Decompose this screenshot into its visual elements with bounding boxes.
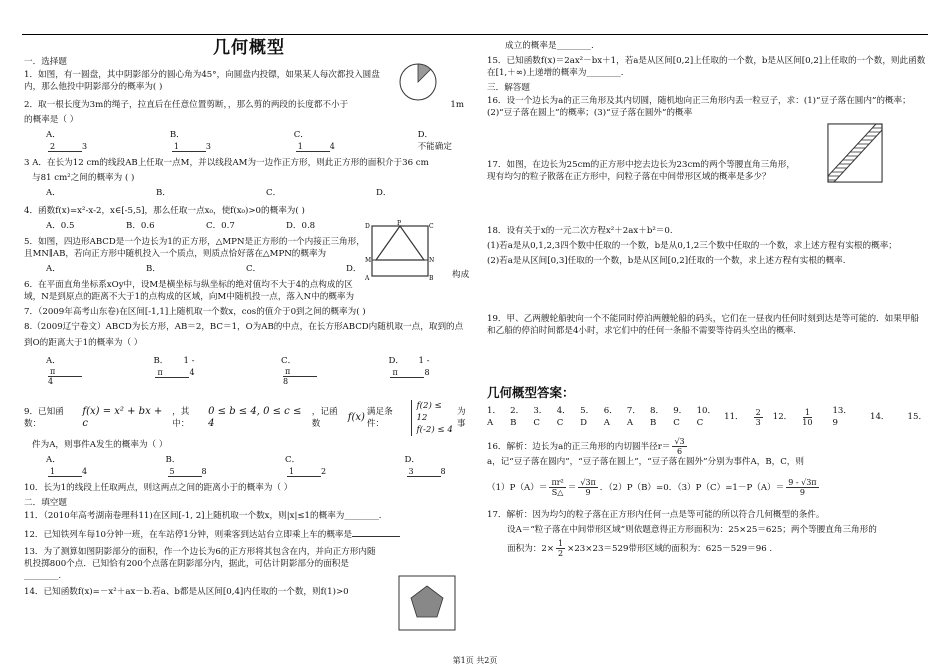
question-3-tail: 与81 cm²之间的概率为 ( ) xyxy=(32,173,135,183)
question-18-part1: (1)若a是从0,1,2,3四个数中任取的一个数，b是从0,1,2三个数中任取的一个数，求上述方程有实根的概率； xyxy=(487,241,897,251)
answer-list xyxy=(487,405,927,429)
option: D． xyxy=(376,188,392,198)
numerator: 1 xyxy=(296,142,330,152)
answer-item: 7．A xyxy=(626,406,641,428)
right-column xyxy=(487,40,927,561)
label-C: C xyxy=(429,223,434,230)
label-P: P xyxy=(397,220,402,227)
denominator: 9 xyxy=(799,488,805,497)
question-9-fx: f(x) xyxy=(347,412,365,423)
question-19: 19．甲、乙两艘轮船驶向一个不能同时停泊两艘轮船的码头，它们在一昼夜内任何时刻到达是等可能的．如果甲船和乙船的停泊时间都是4小时，求它们中的任何一条船不需要等待码头空出的概率. xyxy=(487,314,920,336)
label-N: N xyxy=(429,257,435,264)
option-letter: A． xyxy=(46,455,61,465)
answer-item: 1．A xyxy=(487,406,502,428)
fraction xyxy=(786,478,818,497)
numerator: πr² xyxy=(551,478,564,487)
option: B．0.6 xyxy=(126,221,155,231)
answers-title: 几何概型答案： xyxy=(487,385,575,400)
solution-17-area: 设A＝“粒子落在中间带形区域”则依题意得正方形面积为：25×25＝625；两个等腰直角三角形的 xyxy=(507,525,877,535)
question-9-options xyxy=(24,454,474,478)
question-14-tail: 成立的概率是________. xyxy=(505,41,594,51)
question-5: 5．如图，四边形ABCD是一个边长为1的正方形，△MPN是正方形的一个内接正三角形，且MN∥AB，若向正方形中随机投入一个质点，则质点恰好落在△MPN的概率为 xyxy=(24,237,365,259)
question-6-side: 构成 xyxy=(452,270,470,280)
solution-17: 17．解析：因为均匀的粒子落在正方形内任何一点是等可能的所以符合几何概型的条件。 xyxy=(487,510,825,520)
answer-item: 4．C xyxy=(556,406,571,428)
option xyxy=(281,355,346,386)
condition-2: f(-2) ≤ 4 xyxy=(416,425,453,435)
numerator: 3 xyxy=(407,467,441,477)
label-A: A xyxy=(365,275,370,282)
solution-16 xyxy=(487,437,927,468)
numerator: 1 xyxy=(287,467,321,477)
fraction xyxy=(296,142,360,152)
question-8-options xyxy=(24,355,474,386)
numerator: 9 - √3π xyxy=(788,478,817,487)
denominator: 4 xyxy=(82,466,88,476)
header-rule xyxy=(22,34,928,35)
fraction xyxy=(48,467,112,477)
option: C． xyxy=(266,188,282,198)
question-3-options xyxy=(24,187,474,199)
question-18-part2: (2)若a是从区间[0,3]任取的一个数，b是从区间[0,2]任取的一个数，求上述方程有实根的概率. xyxy=(487,256,846,266)
option: C． xyxy=(246,264,262,274)
question-2-unit: 1m xyxy=(450,100,464,110)
option xyxy=(294,129,380,153)
denominator: 6 xyxy=(677,447,683,456)
solution-16-text: 16．解析：边长为a的正三角形的内切圆半径r＝ xyxy=(487,441,671,452)
option xyxy=(418,129,474,153)
label-M: M xyxy=(365,257,372,264)
answer-item: 8．B xyxy=(649,406,665,428)
question-12-text: 12．已知铁列车每10分钟一班，在车站停1分钟，则乘客到达站台立即乘上车的概率是 xyxy=(24,530,353,540)
section-choice-heading: 一．选择题 xyxy=(24,57,67,67)
question-8-tail: 到O的距离大于1的概率为（ ） xyxy=(24,338,143,348)
question-18: 18．设有关于x的一元二次方程x²＋2ax＋b²＝0. xyxy=(487,226,673,236)
question-10: 10．长为1的线段上任取两点，则这两点之间的距离小于的概率为（ ） xyxy=(24,483,293,493)
label-B: B xyxy=(429,275,434,282)
question-9-conditions xyxy=(411,400,455,436)
option: C．0.7 xyxy=(206,221,235,231)
option-letter: D． xyxy=(404,455,420,465)
answer-item: 5．D xyxy=(580,406,595,428)
option-letter: A． xyxy=(46,130,61,140)
answer-blank xyxy=(352,527,400,537)
fraction xyxy=(283,367,344,386)
pentagon-figure xyxy=(398,575,456,631)
question-9-text: 9．已知函数： xyxy=(24,407,64,429)
answer-item: 15． xyxy=(907,412,928,422)
denominator: S△ xyxy=(551,488,564,497)
section-fill-heading: 二．填空题 xyxy=(24,498,67,508)
page-footer: 第1页 共2页 xyxy=(452,656,498,665)
option-letter: B． xyxy=(169,130,185,140)
question-9 xyxy=(24,400,474,436)
solution-17-lead: 面积为：2× xyxy=(507,543,555,554)
option-letter: B． xyxy=(165,455,181,465)
answer-item: 14． xyxy=(869,412,890,422)
answer-item: 12． xyxy=(772,412,793,422)
numerator: π xyxy=(390,368,424,378)
pa-label: （1）P（A）＝ xyxy=(487,482,548,493)
section-solve-heading: 三．解答题 xyxy=(487,83,530,93)
question-2-tail: 的概率是（ ） xyxy=(24,115,79,125)
left-column xyxy=(24,40,474,601)
hatched-square-figure xyxy=(826,122,884,184)
question-15: 15．已知函数f(x)＝2ax²－bx＋1，若a是从区间[0,2]上任取的一个数，b是从区间[0,2]上任取的一个数，则此函数在[1,＋∞)上递增的概率为________. xyxy=(487,56,926,78)
disc-figure xyxy=(398,62,438,102)
denominator: 9 xyxy=(585,488,591,497)
question-16: 16．设一个边长为a的正三角形及其内切圆，随机地向正三角形内丢一粒豆子，求：(1)“豆子落在圆内”的概率；(2)“豆子落在圆上”的概率；(3)“豆子落在圆外”的概率 xyxy=(487,96,911,118)
question-9-tail: 件为A，则事件A发生的概率为（ ） xyxy=(32,440,168,450)
option-letter: D． xyxy=(417,130,434,140)
fraction xyxy=(549,478,565,497)
numerator: 1 xyxy=(48,467,82,477)
denominator: 8 xyxy=(424,367,430,377)
fraction xyxy=(578,478,597,497)
denominator: 2 xyxy=(558,549,564,558)
numerator: √3 xyxy=(674,437,685,446)
question-9-condition-label: 满足条件： xyxy=(366,407,393,429)
option: A．0.5 xyxy=(46,221,75,231)
option xyxy=(166,454,236,478)
fraction xyxy=(48,142,112,152)
answer-item: 2．B xyxy=(510,406,525,428)
fraction xyxy=(48,367,109,386)
numerator: 5 xyxy=(168,467,202,477)
option: A． xyxy=(46,188,61,198)
fraction xyxy=(155,368,219,378)
answer-item: 9．C xyxy=(673,406,688,428)
numerator: π xyxy=(155,368,189,378)
question-11: 11．（2010年高考湖南卷理科11)在区间[-1, 2]上随机取一个数x，则|x|≤1的概率为________. xyxy=(24,511,382,521)
denominator: 3 xyxy=(205,141,211,151)
option-prefix: 1 - xyxy=(418,356,430,366)
answer-item: 3．C xyxy=(533,406,548,428)
question-9-note: ，记函数 xyxy=(311,407,338,429)
condition-1: f(2) ≤ 12 xyxy=(416,401,442,423)
question-9-range: 0 ≤ b ≤ 4, 0 ≤ c ≤ 4 xyxy=(208,406,302,429)
label-D: D xyxy=(365,223,370,230)
question-12 xyxy=(24,527,474,541)
question-13: 13．为了测算如图阴影部分的面积，作一个边长为6的正方形将其包含在内，并向正方形内随机投掷800个点．已知恰有200个点落在阴影部分内，据此，可估计阴影部分的面积是________. xyxy=(24,547,376,581)
option xyxy=(46,454,116,478)
question-1: 1．如图，有一圆盘，其中阴影部分的圆心角为45°，向圆盘内投镖，如果某人每次都投入圆盘内，那么他投中阴影部分的概率为( ) xyxy=(24,70,380,92)
option xyxy=(170,129,256,153)
page-title: 几何概型 xyxy=(213,38,285,58)
fraction xyxy=(802,408,812,427)
option: D．0.8 xyxy=(286,221,316,231)
denominator: 2 xyxy=(321,466,327,476)
question-3: 3 A．在长为12 cm的线段AB上任取一点M，并以线段AM为一边作正方形，则此正方形的面积介于36 cm xyxy=(24,158,429,168)
denominator: 3 xyxy=(82,141,88,151)
answer-item: 10．C xyxy=(696,406,717,428)
option: B． xyxy=(146,264,161,274)
numerator: 1 xyxy=(558,539,564,548)
denominator: 4 xyxy=(48,377,54,386)
solution-16-probabilities xyxy=(487,478,927,497)
answer-item: 11． xyxy=(724,412,744,422)
question-6: 6．在平面直角坐标系xOy中，设M是横坐标与纵坐标的绝对值均不大于4的点构成的区域，N是到原点的距离不大于1的点构成的区域，向M中随机投一点，落入N中的概率为 xyxy=(24,280,355,302)
denominator: 8 xyxy=(201,466,207,476)
denominator: 4 xyxy=(329,141,335,151)
fraction xyxy=(168,467,232,477)
equals: ＝ xyxy=(567,482,577,493)
numerator: 1 xyxy=(172,142,206,152)
question-9-function: f(x) = x² + bx + c xyxy=(82,406,163,429)
solution-17-result: ×23×23＝529带形区域的面积为：625－529＝96 . xyxy=(567,543,773,554)
option-letter: A． xyxy=(46,356,61,366)
answer-item: 13．9 xyxy=(832,406,852,428)
denominator: 3 xyxy=(755,417,761,427)
solution-17-calc xyxy=(487,539,927,558)
option: B． xyxy=(156,188,171,198)
denominator: 4 xyxy=(189,367,195,377)
fraction xyxy=(754,408,763,427)
option-letter: C． xyxy=(293,130,309,140)
numerator: π xyxy=(283,367,317,377)
pb-pc-text: ．（2）P（B）=0．（3）P（C）=1－P（A）＝ xyxy=(599,482,785,493)
option xyxy=(46,129,132,153)
option-prefix: 1 - xyxy=(183,356,195,366)
denominator: 10 xyxy=(802,417,813,427)
numerator: π xyxy=(48,367,82,377)
numerator: √3π xyxy=(580,478,596,487)
denominator: 8 xyxy=(440,466,446,476)
option xyxy=(46,355,111,386)
question-4: 4．函数f(x)=x²-x-2，x∈[-5,5]，那么任取一点x₀，使f(x₀)>0的概率为( ) xyxy=(24,206,305,216)
fraction xyxy=(390,368,454,378)
numerator: 2 xyxy=(755,407,761,417)
option-letter: C． xyxy=(281,356,297,366)
fraction xyxy=(672,437,686,456)
square-triangle-figure xyxy=(364,220,436,282)
numerator: 1 xyxy=(804,407,810,417)
fraction xyxy=(556,539,565,558)
question-9-suffix: 为事 xyxy=(456,407,466,429)
option xyxy=(405,454,475,478)
question-17: 17．如图，在边长为25cm的正方形中挖去边长为23cm的两个等腰直角三角形，现有均匀的粒子散落在正方形中，问粒子落在中间带形区域的概率是多少？ xyxy=(487,160,795,182)
option-letter: D． xyxy=(388,356,404,366)
answer-item: 6．A xyxy=(603,406,618,428)
question-8: 8.（2009辽宁卷文）ABCD为长方形，AB＝2，BC＝1，O为AB的中点，在长方形ABCD内随机取一点，取到的点 xyxy=(24,322,464,332)
fraction xyxy=(407,467,471,477)
option xyxy=(388,355,474,386)
question-7: 7．（2009年高考山东卷)在区间[-1,1]上随机取一个数x，cos的值介于0到之间的概率为( ) xyxy=(24,307,366,317)
question-2: 2．取一根长度为3m的绳子，拉直后在任意位置剪断，，那么剪的两段的长度都不小于 xyxy=(24,100,349,110)
option-text: 不能确定 xyxy=(417,142,452,152)
option xyxy=(285,454,355,478)
question-2-options xyxy=(24,129,474,153)
numerator: 2 xyxy=(48,142,82,152)
option xyxy=(153,355,239,386)
option-letter: C． xyxy=(285,455,301,465)
solution-16-events: a，记“豆子落在圆内”，“豆子落在圆上”，“豆子落在圆外”分别为事件A，B，C，则 xyxy=(487,457,804,467)
option: D． xyxy=(346,264,362,274)
fraction xyxy=(287,467,351,477)
option-letter: B． xyxy=(153,356,169,366)
denominator: 8 xyxy=(283,377,289,386)
question-9-where: ，其中： xyxy=(172,407,190,429)
fraction xyxy=(172,142,236,152)
question-14: 14．已知函数f(x)=－x²＋ax－b.若a、b都是从区间[0,4]内任取的一个数，则f(1)>0 xyxy=(24,587,349,597)
option: A． xyxy=(46,264,61,274)
